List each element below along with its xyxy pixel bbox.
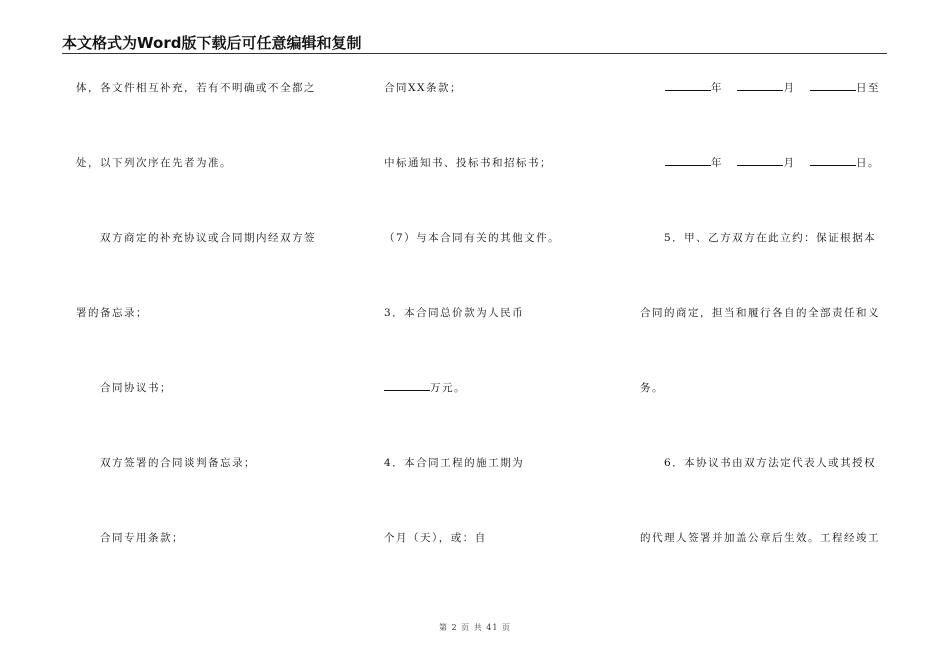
text-line: 个月（天），或：自 <box>384 532 487 544</box>
text-line: 中标通知书、投标书和招标书； <box>384 157 552 169</box>
text-line: 务。 <box>640 382 664 394</box>
text-line: 4．本合同工程的施工期为 <box>384 457 525 469</box>
blank-underline <box>665 156 711 166</box>
text-line: 处，以下列次序在先者为准。 <box>76 157 232 169</box>
blank-underline <box>737 156 783 166</box>
blank-underline <box>810 81 856 91</box>
text-line: 合同的商定，担当和履行各自的全部责任和义 <box>640 307 880 319</box>
document-header <box>62 34 887 54</box>
text-line: 合同协议书； <box>100 382 172 394</box>
blank-underline <box>810 156 856 166</box>
text-line: 署的备忘录； <box>76 307 148 319</box>
header-title: 本文格式为Word版下载后可任意编辑和复制 <box>62 34 362 52</box>
text-line: 万元。 <box>384 380 466 395</box>
text-line: 双方商定的补充协议或合同期内经双方签 <box>100 232 316 244</box>
text-line: 合同XX条款； <box>384 82 462 94</box>
date-line: 年 月 日。 <box>665 155 880 170</box>
text-line: 双方签署的合同谈判备忘录； <box>100 457 256 469</box>
page-footer <box>0 622 950 633</box>
text-line: 6．本协议书由双方法定代表人或其授权 <box>664 457 877 469</box>
text-line: 的代理人签署并加盖公章后生效。工程经竣工 <box>640 532 880 544</box>
text-line: （7）与本合同有关的其他文件。 <box>384 232 561 244</box>
blank-underline <box>737 81 783 91</box>
text-line: 合同专用条款； <box>100 532 184 544</box>
date-line: 年 月 日至 <box>665 80 880 95</box>
page-number: 第 2 页 共 41 页 <box>439 623 511 632</box>
text-line: 体，各文件相互补充，若有不明确或不全都之 <box>76 82 316 94</box>
blank-underline <box>384 381 430 391</box>
blank-underline <box>665 81 711 91</box>
text-line: 5．甲、乙方双方在此立约：保证根据本 <box>664 232 877 244</box>
text-line: 3．本合同总价款为人民币 <box>384 307 525 319</box>
